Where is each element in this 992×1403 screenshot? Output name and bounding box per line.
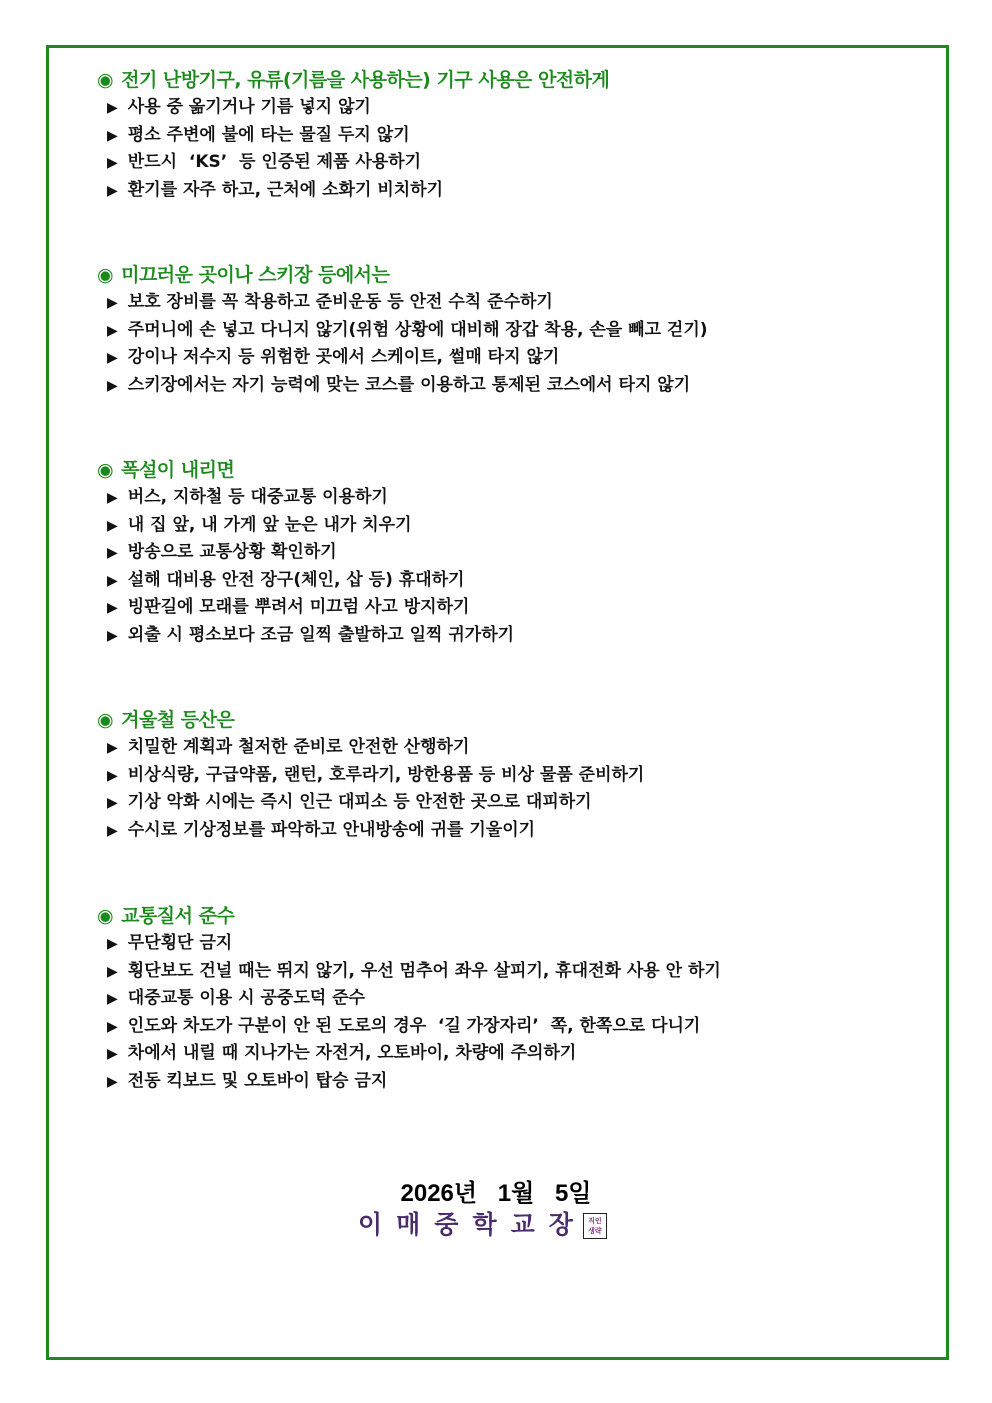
list-item-text: 인도와 차도가 구분이 안 된 도로의 경우 ‘길 가장자리’ 쪽, 한쪽으로 다니기 bbox=[127, 1015, 701, 1036]
section-title: 교통질서 준수 bbox=[121, 905, 235, 927]
list-item bbox=[97, 985, 721, 1013]
section bbox=[97, 66, 609, 204]
list-item bbox=[97, 484, 514, 512]
list-item-text: 스키장에서는 자기 능력에 맞는 코스를 이용하고 통제된 코스에서 타지 않기 bbox=[127, 374, 691, 395]
triangle-bullet-icon: ▶ bbox=[107, 100, 118, 116]
page-border bbox=[46, 45, 949, 1360]
list-item-text: 기상 악화 시에는 즉시 인근 대피소 등 안전한 곳으로 대피하기 bbox=[127, 792, 592, 813]
bullseye-icon: ◉ bbox=[97, 459, 114, 481]
bullseye-icon: ◉ bbox=[97, 264, 114, 286]
list-item-text: 주머니에 손 넣고 다니지 않기(위험 상황에 대비해 장갑 착용, 손을 빼고 걷기) bbox=[127, 319, 708, 340]
triangle-bullet-icon: ▶ bbox=[107, 767, 118, 784]
list-item bbox=[97, 734, 644, 762]
signer bbox=[358, 1205, 607, 1241]
list-item-text: 설해 대비용 안전 장구(체인, 삽 등) 휴대하기 bbox=[127, 569, 465, 590]
list-item bbox=[97, 594, 514, 622]
section-title: 미끄러운 곳이나 스키장 등에서는 bbox=[121, 264, 390, 286]
stamp-text: 생략 bbox=[588, 1227, 602, 1235]
list-item-text: 강이나 저수지 등 위험한 곳에서 스케이트, 썰매 타지 않기 bbox=[127, 347, 560, 368]
section bbox=[97, 261, 708, 399]
triangle-bullet-icon: ▶ bbox=[107, 572, 118, 589]
triangle-bullet-icon: ▶ bbox=[107, 740, 118, 756]
triangle-bullet-icon: ▶ bbox=[107, 350, 118, 367]
list-item bbox=[97, 817, 644, 845]
list-item bbox=[97, 958, 721, 986]
bullseye-icon: ◉ bbox=[97, 905, 114, 927]
list-item bbox=[97, 1040, 721, 1068]
list-item-text: 사용 중 옮기거나 기름 넣지 않기 bbox=[127, 97, 371, 117]
triangle-bullet-icon: ▶ bbox=[107, 377, 118, 394]
bullseye-icon: ◉ bbox=[97, 69, 114, 91]
triangle-bullet-icon: ▶ bbox=[107, 936, 118, 952]
list-item bbox=[97, 122, 609, 150]
list-item bbox=[97, 622, 514, 650]
list-item-text: 빙판길에 모래를 뿌려서 미끄럼 사고 방지하기 bbox=[127, 597, 470, 618]
list-item-text: 전동 킥보드 및 오토바이 탑승 금지 bbox=[127, 1070, 388, 1091]
list-item-text: 차에서 내릴 때 지나가는 자전거, 오토바이, 차량에 주의하기 bbox=[127, 1043, 577, 1064]
list-item-text: 외출 시 평소보다 조금 일찍 출발하고 일찍 귀가하기 bbox=[127, 624, 515, 645]
list-item bbox=[97, 1068, 721, 1096]
triangle-bullet-icon: ▶ bbox=[107, 182, 118, 199]
section bbox=[97, 706, 644, 844]
stamp-text: 직인 bbox=[588, 1217, 602, 1225]
triangle-bullet-icon: ▶ bbox=[107, 295, 118, 311]
stamp-icon bbox=[583, 1213, 607, 1239]
triangle-bullet-icon: ▶ bbox=[107, 822, 118, 839]
list-item bbox=[97, 94, 609, 122]
triangle-bullet-icon: ▶ bbox=[107, 1073, 118, 1090]
list-item bbox=[97, 930, 721, 958]
date: 2026년 1월 5일 bbox=[400, 1180, 592, 1207]
section-heading bbox=[97, 902, 721, 930]
list-item bbox=[97, 344, 708, 372]
triangle-bullet-icon: ▶ bbox=[107, 991, 118, 1008]
triangle-bullet-icon: ▶ bbox=[107, 517, 118, 534]
triangle-bullet-icon: ▶ bbox=[107, 600, 118, 617]
section-heading bbox=[97, 261, 708, 289]
section-heading bbox=[97, 456, 514, 484]
list-item-text: 반드시 ‘KS’ 등 인증된 제품 사용하기 bbox=[127, 152, 422, 173]
signer-name: 이매중학교장 bbox=[358, 1210, 587, 1239]
list-item bbox=[97, 372, 708, 400]
triangle-bullet-icon: ▶ bbox=[107, 155, 118, 172]
list-item-text: 환기를 자주 하고, 근처에 소화기 비치하기 bbox=[127, 179, 444, 200]
list-item bbox=[97, 1013, 721, 1041]
triangle-bullet-icon: ▶ bbox=[107, 127, 118, 144]
triangle-bullet-icon: ▶ bbox=[107, 545, 118, 562]
list-item-text: 내 집 앞, 내 가게 앞 눈은 내가 치우기 bbox=[127, 514, 412, 535]
list-item bbox=[97, 177, 609, 205]
list-item bbox=[97, 317, 708, 345]
list-item-text: 비상식량, 구급약품, 랜턴, 호루라기, 방한용품 등 비상 물품 준비하기 bbox=[127, 764, 645, 785]
list-item-text: 보호 장비를 꼭 착용하고 준비운동 등 안전 수칙 준수하기 bbox=[127, 292, 553, 312]
section-title: 겨울철 등산은 bbox=[121, 709, 235, 731]
list-item bbox=[97, 789, 644, 817]
list-item bbox=[97, 149, 609, 177]
section-title: 폭설이 내리면 bbox=[121, 459, 235, 481]
list-item-text: 횡단보도 건널 때는 뛰지 않기, 우선 멈추어 좌우 살피기, 휴대전화 사용 안 하기 bbox=[127, 960, 721, 981]
list-item-text: 대중교통 이용 시 공중도덕 준수 bbox=[127, 988, 365, 1009]
triangle-bullet-icon: ▶ bbox=[107, 963, 118, 980]
section-heading bbox=[97, 706, 644, 734]
triangle-bullet-icon: ▶ bbox=[107, 627, 118, 644]
triangle-bullet-icon: ▶ bbox=[107, 322, 118, 339]
list-item bbox=[97, 289, 708, 317]
list-item bbox=[97, 567, 514, 595]
triangle-bullet-icon: ▶ bbox=[107, 1018, 118, 1035]
list-item-text: 수시로 기상정보를 파악하고 안내방송에 귀를 기울이기 bbox=[127, 819, 536, 840]
triangle-bullet-icon: ▶ bbox=[107, 490, 118, 506]
section-heading bbox=[97, 66, 609, 94]
section bbox=[97, 456, 514, 650]
list-item-text: 무단횡단 금지 bbox=[127, 933, 233, 953]
list-item-text: 버스, 지하철 등 대중교통 이용하기 bbox=[127, 487, 388, 507]
triangle-bullet-icon: ▶ bbox=[107, 1046, 118, 1063]
list-item bbox=[97, 512, 514, 540]
section-title: 전기 난방기구, 유류(기름을 사용하는) 기구 사용은 안전하게 bbox=[121, 69, 610, 91]
section bbox=[97, 902, 721, 1096]
bullseye-icon: ◉ bbox=[97, 709, 114, 731]
list-item bbox=[97, 539, 514, 567]
list-item-text: 치밀한 계획과 철저한 준비로 안전한 산행하기 bbox=[127, 737, 470, 757]
list-item bbox=[97, 762, 644, 790]
list-item-text: 평소 주변에 불에 타는 물질 두지 않기 bbox=[127, 124, 410, 145]
triangle-bullet-icon: ▶ bbox=[107, 795, 118, 812]
list-item-text: 방송으로 교통상황 확인하기 bbox=[127, 542, 337, 563]
